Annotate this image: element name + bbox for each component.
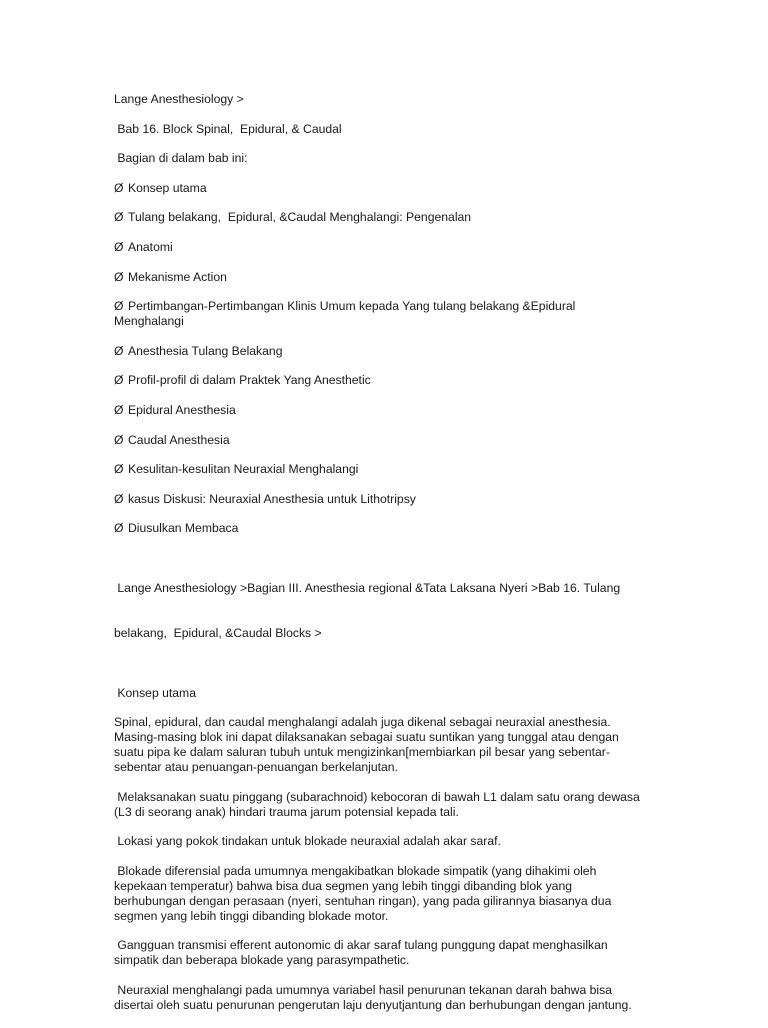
bullet-mark: Ø <box>114 269 124 284</box>
bullet-mark: Ø <box>114 373 124 388</box>
body-paragraph <box>114 864 654 924</box>
paragraph-line: Melaksanakan suatu pinggang (subarachnoid) kebocoran di bawah L1 dalam satu orang dewasa <box>114 789 640 804</box>
paragraph-line: disertai oleh suatu penurunan pengerutan laju denyutjantung dan berhubungan dengan jantung. <box>114 998 632 1013</box>
paragraph-line: berhubungan dengan perasaan (nyeri, sentuhan ringan), yang pada gilirannya biasanya dua <box>114 893 612 908</box>
toc-item <box>114 210 654 225</box>
bullet-mark: Ø <box>114 343 124 358</box>
toc-item <box>114 521 654 536</box>
document-page <box>114 92 654 1028</box>
breadcrumb-full-line: Lange Anesthesiology >Bagian III. Anesthesia regional &Tata Laksana Nyeri >Bab 16. Tulang <box>114 580 621 595</box>
toc-item <box>114 403 654 418</box>
paragraph-line: sebentar atau penuangan-penuangan berkelanjutan. <box>114 760 398 775</box>
toc-item-label: kasus Diskusi: Neuraxial Anesthesia untuk Lithotripsy <box>128 491 416 506</box>
body-paragraphs <box>114 715 654 1013</box>
toc-item-label: Caudal Anesthesia <box>128 432 230 447</box>
toc-item-label: Profil-profil di dalam Praktek Yang Anesthetic <box>128 373 371 388</box>
toc-item <box>114 270 654 285</box>
bullet-mark: Ø <box>114 402 124 417</box>
toc-item-label: Mekanisme Action <box>128 269 227 284</box>
paragraph-line: kepekaan temperatur) bahwa bisa dua segmen yang lebih tinggi dibanding blok yang <box>114 878 573 893</box>
toc-item-label: Konsep utama <box>128 180 207 195</box>
section-intro: Bagian di dalam bab ini: <box>114 151 248 166</box>
paragraph-line: Blokade diferensial pada umumnya mengakibatkan blokade simpatik (yang dihakimi oleh <box>114 863 597 878</box>
bullet-mark: Ø <box>114 462 124 477</box>
paragraph-line: segmen yang lebih tinggi dibanding blokade motor. <box>114 908 389 923</box>
toc-item-label: Anesthesia Tulang Belakang <box>128 343 283 358</box>
paragraph-line: Gangguan transmisi efferent autonomic di akar saraf tulang punggung dapat menghasilkan <box>114 938 608 953</box>
table-of-contents <box>114 181 654 537</box>
breadcrumb-top: Lange Anesthesiology > <box>114 92 244 106</box>
bullet-mark: Ø <box>114 432 124 447</box>
toc-item-label: Menghalangi <box>114 314 184 329</box>
toc-item-label: Diusulkan Membaca <box>128 521 239 536</box>
body-paragraph <box>114 834 654 849</box>
paragraph-line: simpatik dan beberapa blokade yang parasympathetic. <box>114 953 410 968</box>
toc-item <box>114 492 654 507</box>
section-heading: Konsep utama <box>114 685 196 700</box>
bullet-mark: Ø <box>114 521 124 536</box>
toc-item <box>114 373 654 388</box>
bullet-mark: Ø <box>114 180 124 195</box>
bullet-mark: Ø <box>114 491 124 506</box>
paragraph-line: suatu pipa ke dalam saluran tubuh untuk mengizinkan[membiarkan pil besar yang sebentar- <box>114 745 610 760</box>
paragraph-line: (L3 di seorang anak) hindari trauma jarum potensial kepada tali. <box>114 804 459 819</box>
bullet-mark: Ø <box>114 299 124 314</box>
toc-item-label: Tulang belakang, Epidural, &Caudal Menghalangi: Pengenalan <box>128 210 472 225</box>
toc-item <box>114 344 654 359</box>
toc-item-label: Anatomi <box>128 239 173 254</box>
toc-item <box>114 299 654 329</box>
breadcrumb-full-line: belakang, Epidural, &Caudal Blocks > <box>114 625 322 640</box>
bullet-mark: Ø <box>114 210 124 225</box>
body-paragraph <box>114 983 654 1013</box>
body-paragraph <box>114 790 654 820</box>
toc-item-label: Epidural Anesthesia <box>128 402 236 417</box>
paragraph-line: Masing-masing blok ini dapat dilaksanakan sebagai suatu suntikan yang tunggal atau dengan <box>114 730 619 745</box>
toc-item <box>114 462 654 477</box>
bullet-mark: Ø <box>114 239 124 254</box>
toc-item <box>114 433 654 448</box>
paragraph-line: Neuraxial menghalangi pada umumnya variabel hasil penurunan tekanan darah bahwa bisa <box>114 983 612 998</box>
toc-item-label: Pertimbangan-Pertimbangan Klinis Umum kepada Yang tulang belakang &Epidural <box>128 299 576 314</box>
paragraph-line: Spinal, epidural, dan caudal menghalangi adalah juga dikenal sebagai neuraxial anesthesia. <box>114 715 611 730</box>
paragraph-line: Lokasi yang pokok tindakan untuk blokade neuraxial adalah akar saraf. <box>114 834 501 849</box>
chapter-title: Bab 16. Block Spinal, Epidural, & Caudal <box>114 121 342 136</box>
toc-item <box>114 181 654 196</box>
body-paragraph <box>114 715 654 775</box>
toc-item-label: Kesulitan-kesulitan Neuraxial Menghalangi <box>128 462 359 477</box>
breadcrumb-full <box>114 551 654 671</box>
body-paragraph <box>114 938 654 968</box>
toc-item <box>114 240 654 255</box>
